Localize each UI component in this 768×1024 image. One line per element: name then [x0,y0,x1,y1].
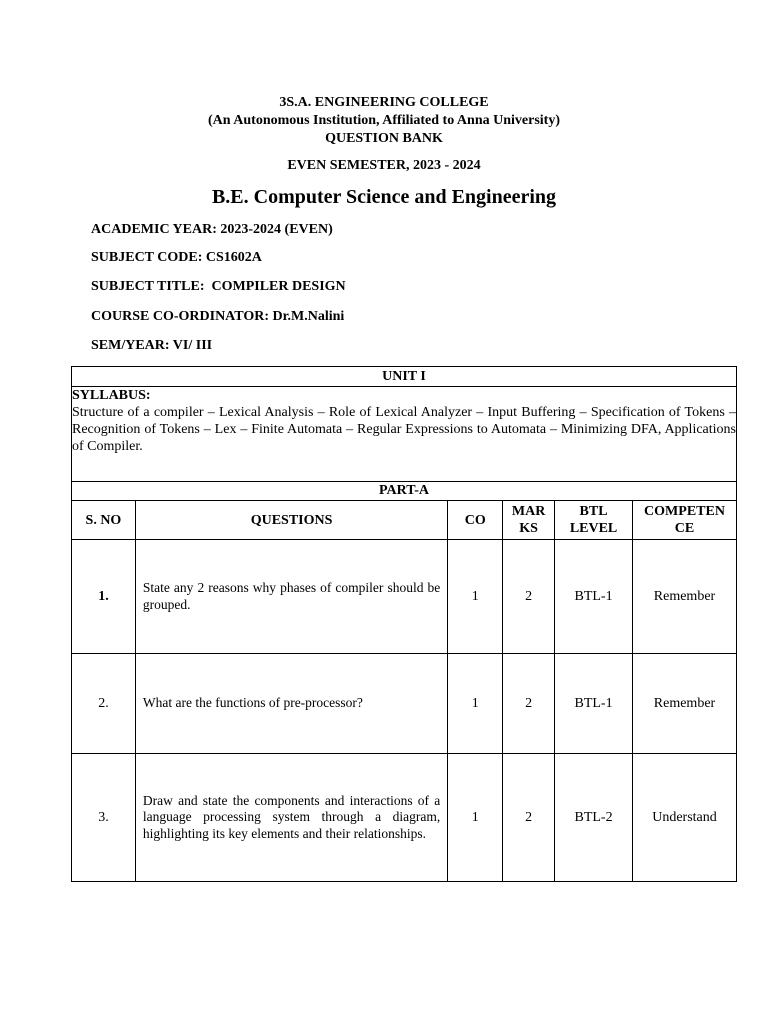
row-question: Draw and state the components and interactions of a language processing system through a diagram, highlighting its key elements and their relationships. [135,754,447,882]
marks-header-part2: KS [519,521,538,536]
table-row [72,754,737,882]
sem-year: SEM/YEAR: VI/ III [91,338,213,353]
row-competence: Remember [633,540,737,654]
syllabus-label: SYLLABUS: [72,388,151,403]
row-btl: BTL-2 [555,754,633,882]
syllabus-cell [72,387,737,482]
part-header-row [72,482,737,501]
affiliation-line: (An Autonomous Institution, Affiliated to Anna University) [208,113,560,128]
syllabus-row [72,387,737,482]
unit-title: UNIT I [72,367,737,387]
academic-year: ACADEMIC YEAR: 2023-2024 (EVEN) [91,222,333,237]
row-btl: BTL-1 [555,540,633,654]
row-btl: BTL-1 [555,654,633,754]
table-row [72,654,737,754]
row-question: What are the functions of pre-processor? [135,654,447,754]
row-sno: 1. [72,540,136,654]
column-header-competence [633,501,737,540]
part-title: PART-A [72,482,737,501]
column-header-row [72,501,737,540]
row-sno: 2. [72,654,136,754]
row-marks: 2 [503,654,555,754]
row-competence: Understand [633,754,737,882]
row-competence: Remember [633,654,737,754]
document-type: QUESTION BANK [325,131,443,146]
subject-title: SUBJECT TITLE: COMPILER DESIGN [91,279,346,294]
row-question: State any 2 reasons why phases of compiler should be grouped. [135,540,447,654]
row-co: 1 [448,754,503,882]
row-sno: 3. [72,754,136,882]
column-header-questions: QUESTIONS [135,501,447,540]
department-title: B.E. Computer Science and Engineering [211,186,557,208]
btl-header-part1: BTL [579,504,608,519]
table-row [72,540,737,654]
column-header-btl [555,501,633,540]
row-marks: 2 [503,540,555,654]
syllabus-text: Structure of a compiler – Lexical Analysis – Role of Lexical Analyzer – Input Buffering – Specification of Tokens – Recognition of Tokens – Lex – Finite Automata – Regular Expressions to Automata – Minimizing DFA, Applications of Compiler. [72,405,736,454]
course-coordinator: COURSE CO-ORDINATOR: Dr.M.Nalini [91,309,345,324]
row-co: 1 [448,654,503,754]
row-marks: 2 [503,754,555,882]
question-bank-table [71,366,737,882]
column-header-sno: S. NO [72,501,136,540]
subject-code: SUBJECT CODE: CS1602A [91,250,262,265]
marks-header-part1: MAR [511,504,546,519]
semester-line: EVEN SEMESTER, 2023 - 2024 [287,158,481,173]
college-name: 3S.A. ENGINEERING COLLEGE [279,95,489,110]
unit-header-row [72,367,737,387]
competence-header-part2: CE [674,521,695,536]
row-co: 1 [448,540,503,654]
column-header-co: CO [448,501,503,540]
btl-header-part2: LEVEL [569,521,618,536]
competence-header-part1: COMPETEN [644,504,725,519]
column-header-marks [503,501,555,540]
